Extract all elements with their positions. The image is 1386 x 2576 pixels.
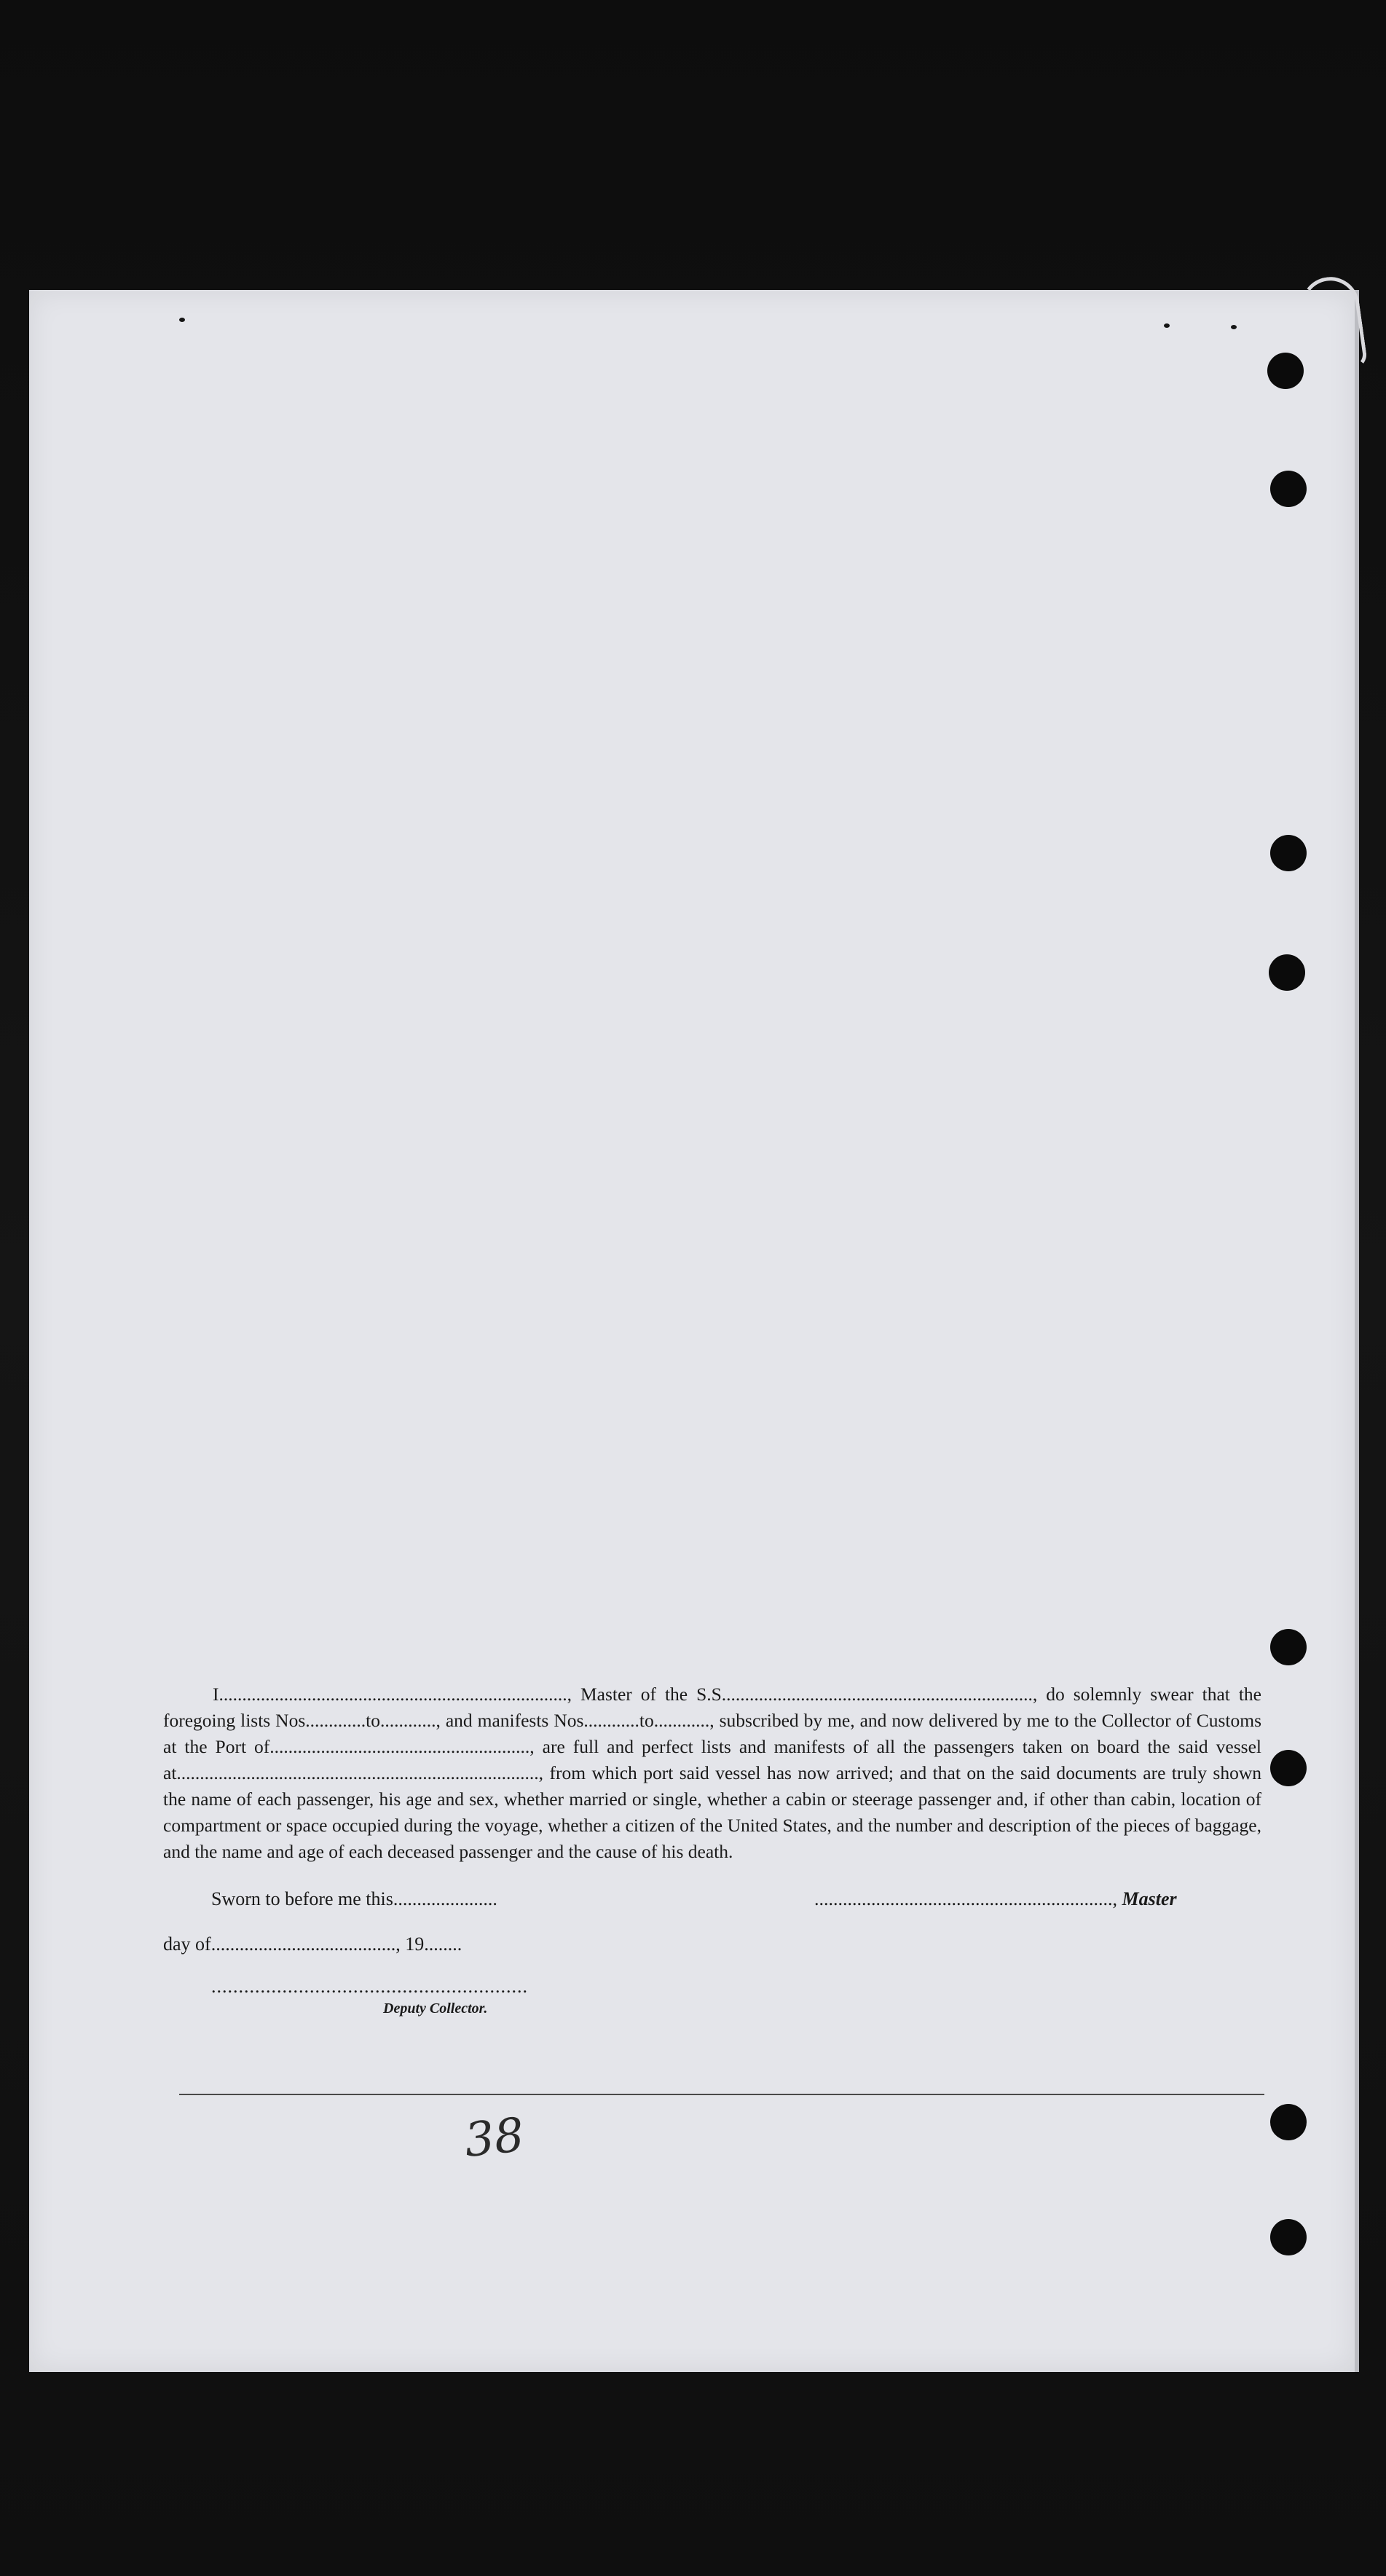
punch-hole <box>1270 2104 1307 2140</box>
handwritten-note: 38 <box>462 2108 527 2169</box>
punch-hole <box>1270 835 1307 871</box>
sworn-line: Sworn to before me this...................... <box>211 1888 497 1909</box>
ink-speck <box>1164 323 1170 328</box>
oath-text <box>163 1681 1261 1865</box>
punch-hole <box>1267 353 1304 389</box>
punch-hole <box>1270 1629 1307 1665</box>
ink-speck <box>1231 325 1237 329</box>
ink-speck <box>179 318 185 322</box>
punch-hole <box>1270 2219 1307 2255</box>
master-dots: ..............................................................., <box>814 1888 1117 1909</box>
deputy-signature-line: .......................................................... <box>211 1976 528 1997</box>
oath-paragraph: I..........................................................................., Master of the S.S..................................................................., do solemnly swear that the foregoing lists Nos.............to............, and manifests Nos............to............, subscribed by me, and now delivered by me to the Collector of Customs at the Port of........................................................, are full and perfect lists and manifests of all the passengers taken on board the said vessel at.............................................................................., from which port said vessel has now arrived; and that on the said documents are truly shown the name of each passenger, his age and sex, whether married or single, whether a cabin or steerage passenger and, if other than cabin, location of compartment or space occupied during the voyage, whether a citizen of the United States, and the number and description of the pieces of baggage, and the name and age of each deceased passenger and the cause of his death. <box>163 1684 1261 1862</box>
date-line: day of......................................., 19........ <box>163 1933 462 1955</box>
horizontal-rule <box>179 2094 1264 2095</box>
punch-hole <box>1270 1750 1307 1786</box>
deputy-collector-label: Deputy Collector. <box>383 2000 488 2017</box>
master-signature-line <box>814 1888 1177 1910</box>
document-page <box>29 290 1355 2372</box>
page-edge <box>1355 290 1359 2372</box>
master-label: Master <box>1122 1888 1177 1909</box>
punch-hole <box>1269 954 1305 991</box>
punch-hole <box>1270 471 1307 507</box>
